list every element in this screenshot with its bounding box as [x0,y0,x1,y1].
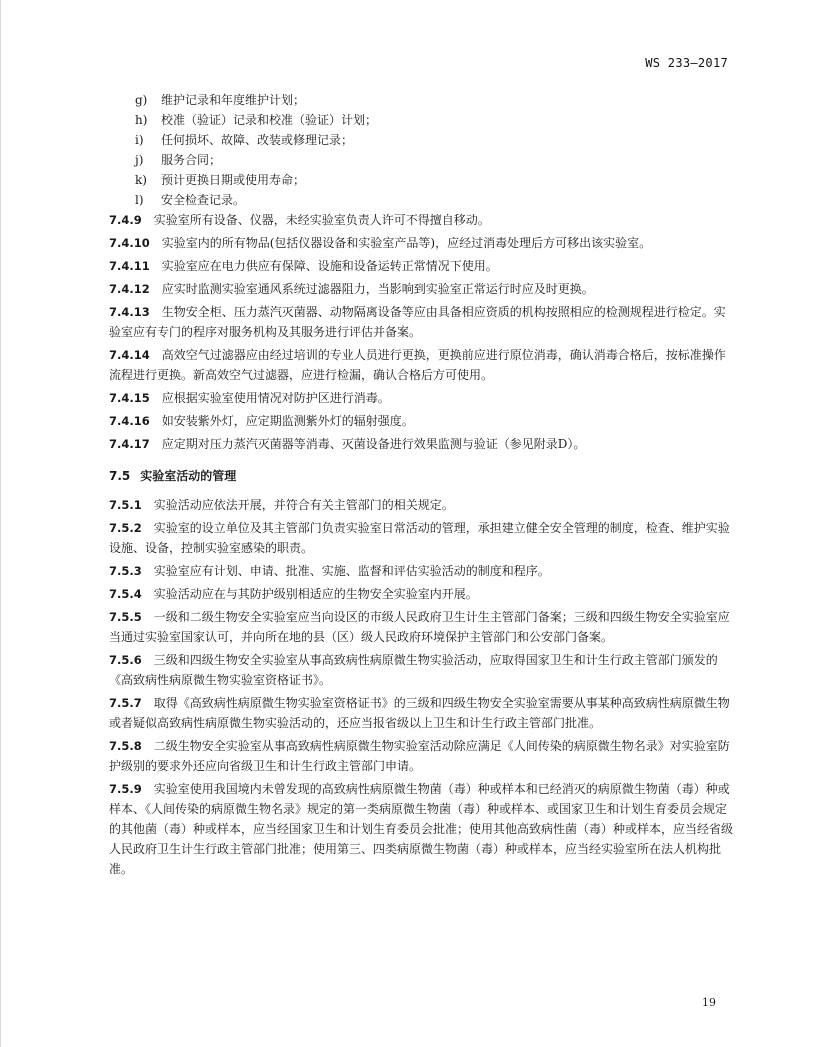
clause-paragraph [109,495,733,515]
clause-number: 7.4.11 [109,259,150,273]
list-item [135,110,733,130]
list-item-label: h) [135,113,148,127]
clause-number: 7.4.17 [109,437,150,451]
clause-text: 二级生物安全实验室从事高致病性病原微生物实验室活动除应满足《人间传染的病原微生物名录》对实验室防护级别的要求外还应向省级卫生和计生行政主管部门申请。 [109,739,730,773]
clause-number: 7.5.6 [109,653,142,667]
clause-number: 7.5.5 [109,610,142,624]
section-heading [109,466,733,486]
clause-number: 7.4.10 [109,236,150,250]
clause-text: 应实时监测实验室通风系统过滤器阻力，当影响到实验室正常运行时应及时更换。 [161,282,594,296]
page-number: 19 [702,996,716,1009]
section-number: 7.5 [109,469,131,483]
list-item-text: 校准（验证）记录和校准（验证）计划； [161,113,378,127]
clause-number: 7.4.14 [109,348,150,362]
clause-text: 应根据实验室使用情况对防护区进行消毒。 [161,391,390,405]
clause-text: 生物安全柜、压力蒸汽灭菌器、动物隔离设备等应由具备相应资质的机构按照相应的检测规程进行检定。实验室应有专门的程序对服务机构及其服务进行评估并备案。 [109,305,726,339]
clause-paragraph [109,607,733,647]
clause-paragraph [109,210,733,230]
clause-number: 7.5.8 [109,739,142,753]
clause-number: 7.4.12 [109,282,150,296]
clause-number: 7.5.9 [109,782,142,796]
clause-number: 7.5.1 [109,498,142,512]
clause-number: 7.4.9 [109,213,142,227]
clause-paragraph [109,411,733,431]
clause-text: 实验室应有计划、申请、批准、实施、监督和评估实验活动的制度和程序。 [153,564,550,578]
list-item [135,150,733,170]
clause-paragraph [109,693,733,733]
list-item-text: 维护记录和年度维护计划； [161,93,306,107]
clause-paragraph [109,434,733,454]
clause-paragraph [109,256,733,276]
clause-number: 7.4.15 [109,391,150,405]
list-item-text: 服务合同； [161,153,222,167]
clause-text: 取得《高致病性病原微生物实验室资格证书》的三级和四级生物安全实验室需要从事某种高致病性病原微生物或者疑似高致病性病原微生物实验活动的，还应当报省级以上卫生和计生行政主管部门批准。 [109,696,730,730]
list-item-text: 预计更换日期或使用寿命； [161,173,306,187]
clause-paragraph [109,518,733,558]
clause-paragraph [109,584,733,604]
clause-paragraph [109,650,733,690]
clause-number: 7.4.13 [109,305,150,319]
item-list [109,90,733,210]
clause-text: 实验活动应在与其防护级别相适应的生物安全实验室内开展。 [153,587,478,601]
clause-text: 三级和四级生物安全实验室从事高致病性病原微生物实验活动，应取得国家卫生和计生行政主管部门颁发的《高致病性病原微生物实验室资格证书》。 [109,653,718,687]
clause-text: 实验室的设立单位及其主管部门负责实验室日常活动的管理，承担建立健全安全管理的制度，检查、维护实验设施、设备，控制实验室感染的职责。 [109,521,730,555]
clause-text: 实验室使用我国境内未曾发现的高致病性病原微生物菌（毒）种或样本和已经消灭的病原微生物菌（毒）种或样本、《人间传染的病原微生物名录》规定的第一类病原微生物菌（毒）种或样本、或国家卫生和计划生育委员会规定的其他菌（毒）种或样本，应当经国家卫生和计划生育委员会批准；使用其他高致病性菌（毒）种或样本，应当经省级人民政府卫生计生行政主管部门批准；使用第三、四类病原微生物菌（毒）种或样本，应当经实验室所在法人机构批准。 [109,782,734,876]
clause-number: 7.5.3 [109,564,142,578]
clause-paragraph [109,233,733,253]
clause-paragraph [109,345,733,385]
clause-text: 应定期对压力蒸汽灭菌器等消毒、灭菌设备进行效果监测与验证（参见附录D）。 [161,437,586,451]
clause-paragraph [109,779,733,879]
clause-text: 一级和二级生物安全实验室应当向设区的市级人民政府卫生计生主管部门备案；三级和四级生物安全实验室应当通过实验室国家认可，并向所在地的县（区）级人民政府环境保护主管部门和公安部门备案。 [109,610,730,644]
clause-paragraph [109,388,733,408]
clause-paragraph [109,561,733,581]
clause-paragraph [109,736,733,776]
clause-text: 实验活动应依法开展，并符合有关主管部门的相关规定。 [153,498,454,512]
list-item-label: j) [135,153,144,167]
list-item-text: 安全检查记录。 [161,193,246,207]
clause-text: 实验室所有设备、仪器，未经实验室负责人许可不得擅自移动。 [153,213,490,227]
clause-paragraph [109,279,733,299]
list-item-label: g) [135,93,148,107]
clauses-7-5 [109,495,733,879]
clause-text: 如安装紫外灯，应定期监测紫外灯的辐射强度。 [161,414,414,428]
clause-number: 7.4.16 [109,414,150,428]
list-item-label: i) [135,133,144,147]
list-item [135,130,733,150]
clause-number: 7.5.4 [109,587,142,601]
section-title: 实验室活动的管理 [140,469,237,483]
list-item-label: l) [135,193,144,207]
list-item-label: k) [135,173,147,187]
list-item [135,90,733,110]
list-item [135,190,733,210]
clause-number: 7.5.7 [109,696,142,710]
clause-text: 实验室应在电力供应有保障、设施和设备运转正常情况下使用。 [161,259,498,273]
clause-number: 7.5.2 [109,521,142,535]
clause-text: 实验室内的所有物品(包括仪器设备和实验室产品等)，应经过消毒处理后方可移出该实验室。 [161,236,652,250]
clause-text: 高效空气过滤器应由经过培训的专业人员进行更换，更换前应进行原位消毒，确认消毒合格后，按标准操作流程进行更换。新高效空气过滤器，应进行检漏，确认合格后方可使用。 [109,348,726,382]
document-id: WS 233—2017 [645,56,728,70]
page-content [109,90,733,882]
list-item [135,170,733,190]
clause-paragraph [109,302,733,342]
clauses-7-4 [109,210,733,454]
list-item-text: 任何损坏、故障、改装或修理记录； [161,133,354,147]
